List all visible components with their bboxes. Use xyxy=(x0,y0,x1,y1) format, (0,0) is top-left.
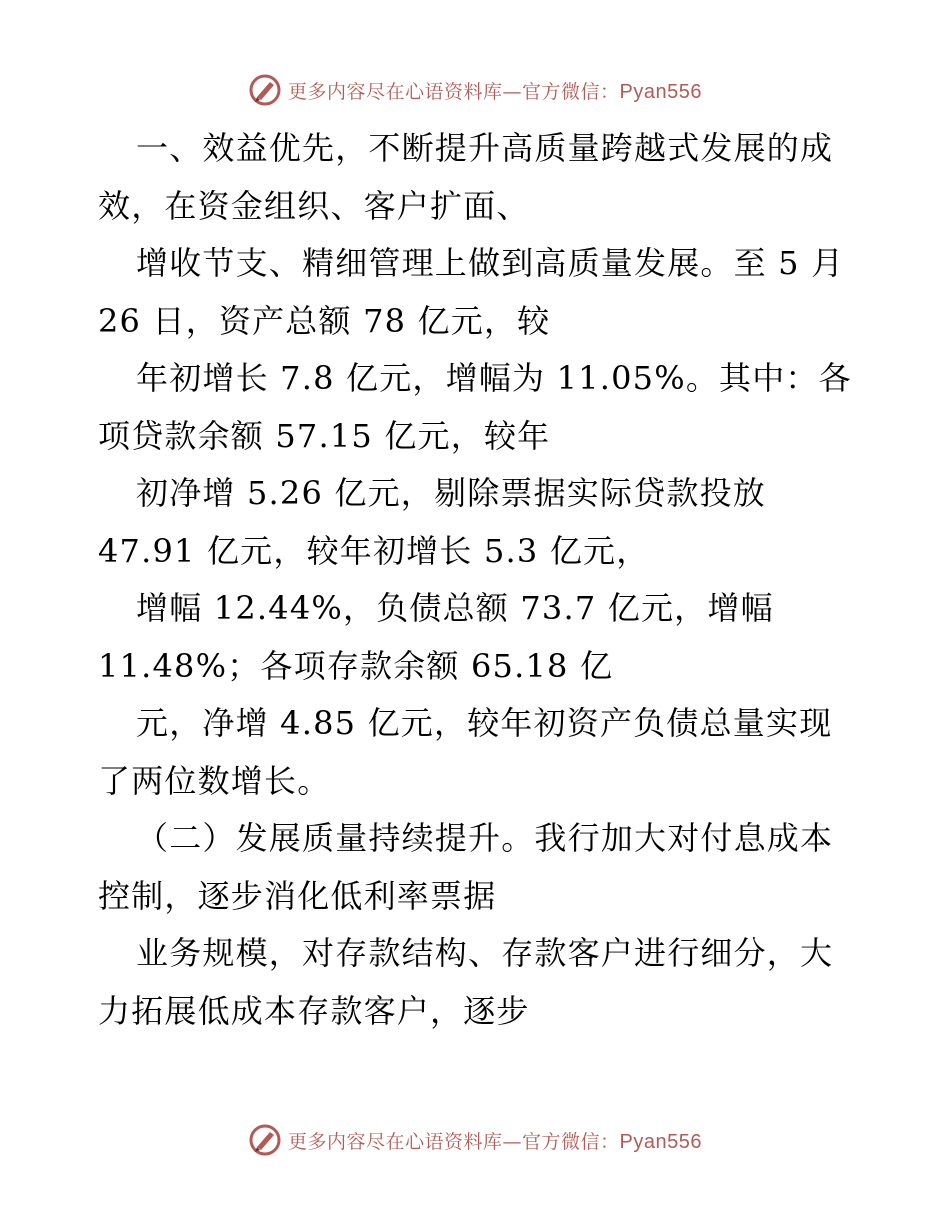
text-line: 业务规模，对存款结构、存款客户进行细分，大 xyxy=(136,934,834,972)
text-line: 元，净增 4.85 亿元，较年初资产负债总量实现 xyxy=(136,704,833,742)
text-line: 一、效益优先，不断提升高质量跨越式发展的成 xyxy=(136,129,834,167)
text-line: 年初增长 7.8 亿元，增幅为 11.05%。其中：各 xyxy=(136,359,852,397)
watermark-text: 更多内容尽在心语资料库—官方微信：Pyan556 xyxy=(288,80,702,103)
text-line: 力拓展低成本存款客户，逐步 xyxy=(98,991,530,1030)
text-line: 初净增 5.26 亿元，剔除票据实际贷款投放 xyxy=(136,474,766,512)
text-line: 增收节支、精细管理上做到高质量发展。至 5 月 xyxy=(136,244,845,282)
header-watermark xyxy=(0,70,950,110)
text-line: 效，在资金组织、客户扩面、 xyxy=(98,186,530,225)
footer-watermark xyxy=(0,1120,950,1160)
text-line: 11.48%；各项存款余额 65.18 亿 xyxy=(98,646,614,685)
pen-circle-logo-icon xyxy=(248,73,282,107)
text-line: 项贷款余额 57.15 亿元，较年 xyxy=(98,416,551,455)
watermark-text: 更多内容尽在心语资料库—官方微信：Pyan556 xyxy=(288,1130,702,1153)
text-line: 控制，逐步消化低利率票据 xyxy=(98,876,497,915)
text-line: 47.91 亿元，较年初增长 5.3 亿元， xyxy=(98,531,650,570)
pen-circle-logo-icon xyxy=(248,1123,282,1157)
text-line: 26 日，资产总额 78 亿元，较 xyxy=(98,301,551,340)
text-line: 了两位数增长。 xyxy=(98,761,331,800)
text-line: （二）发展质量持续提升。我行加大对付息成本 xyxy=(136,819,834,857)
document-body xyxy=(98,120,858,1040)
text-line: 增幅 12.44%，负债总额 73.7 亿元，增幅 xyxy=(136,589,774,627)
